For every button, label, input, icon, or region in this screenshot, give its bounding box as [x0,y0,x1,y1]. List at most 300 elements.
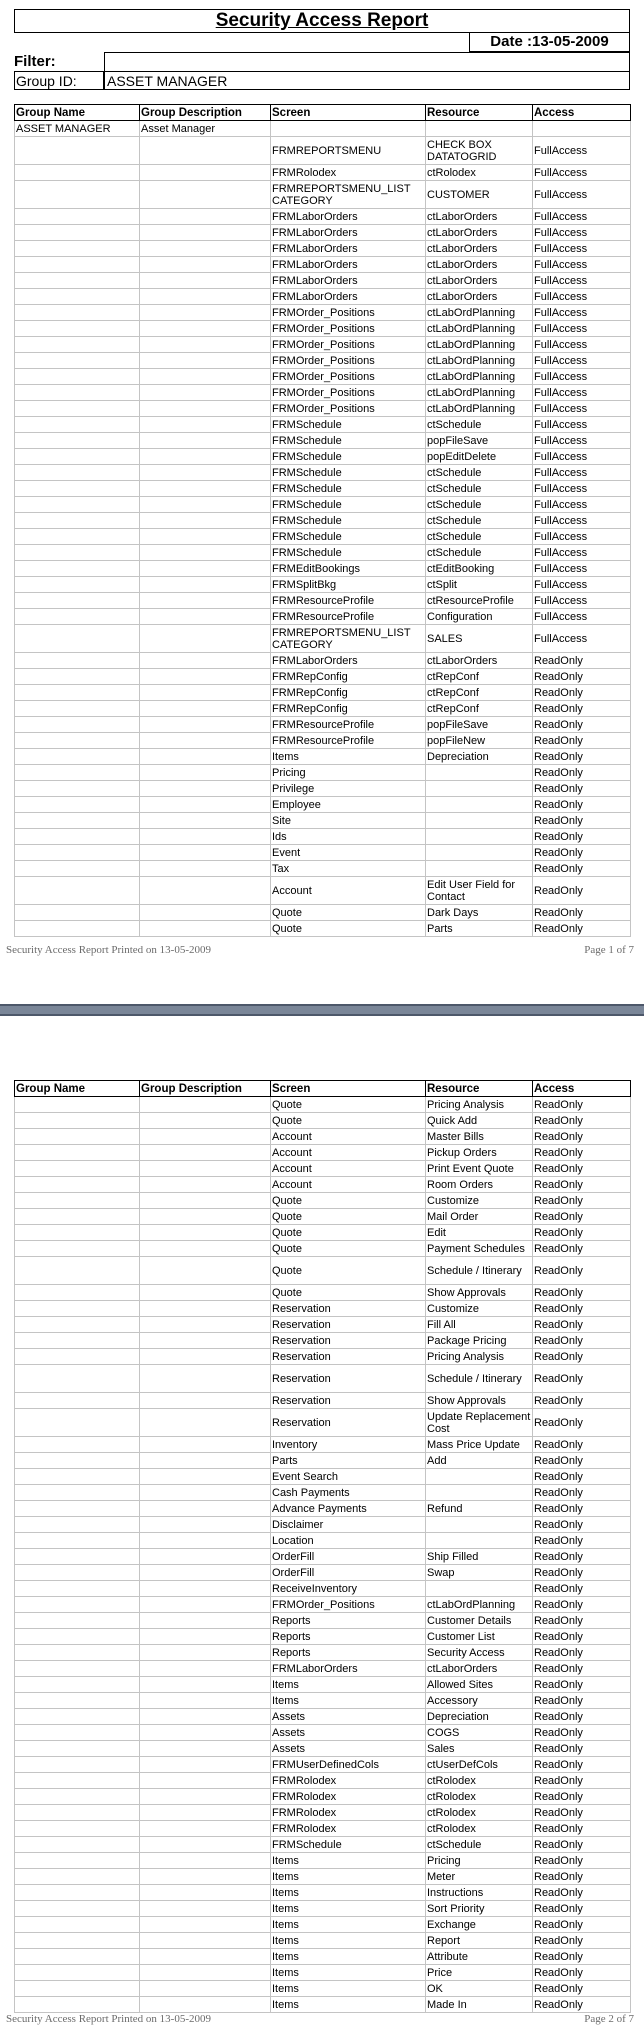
cell-group-name [15,861,140,877]
cell-resource [426,829,533,845]
cell-access: ReadOnly [533,1789,631,1805]
table-row [15,465,631,481]
cell-resource: Accessory [426,1693,533,1709]
cell-screen: Reservation [271,1333,426,1349]
cell-group-description [140,829,271,845]
cell-access: ReadOnly [533,1517,631,1533]
cell-access: ReadOnly [533,1145,631,1161]
cell-access: ReadOnly [533,749,631,765]
table-row [15,1933,631,1949]
table-row [15,385,631,401]
table-row [15,481,631,497]
cell-group-name [15,905,140,921]
column-header-access: Access [533,1081,631,1097]
cell-group-description [140,385,271,401]
cell-resource: ctSplit [426,577,533,593]
cell-resource: Made In [426,1997,533,2013]
cell-screen: FRMSchedule [271,465,426,481]
cell-group-name [15,209,140,225]
cell-screen: Inventory [271,1437,426,1453]
cell-access: ReadOnly [533,1661,631,1677]
cell-group-description [140,781,271,797]
cell-access: ReadOnly [533,1549,631,1565]
page-separator [0,1004,644,1016]
table-row [15,1393,631,1409]
cell-access: FullAccess [533,465,631,481]
cell-group-name [15,1581,140,1597]
report-page-1 [0,0,644,1004]
cell-access: ReadOnly [533,1805,631,1821]
cell-resource: Meter [426,1869,533,1885]
cell-resource [426,813,533,829]
cell-group-description [140,1709,271,1725]
cell-access: FullAccess [533,369,631,385]
cell-access: ReadOnly [533,921,631,937]
cell-group-description [140,561,271,577]
cell-resource: popFileNew [426,733,533,749]
cell-access: FullAccess [533,225,631,241]
cell-resource: ctLabOrdPlanning [426,401,533,417]
cell-resource: Ship Filled [426,1549,533,1565]
cell-screen: FRMSchedule [271,1837,426,1853]
cell-screen: FRMLaborOrders [271,241,426,257]
cell-screen: FRMResourceProfile [271,593,426,609]
cell-group-name [15,845,140,861]
column-header-resource: Resource [426,105,533,121]
table-row [15,1129,631,1145]
cell-access: ReadOnly [533,717,631,733]
cell-screen: Reports [271,1613,426,1629]
cell-screen: OrderFill [271,1565,426,1581]
cell-group-name [15,1333,140,1349]
cell-resource: Refund [426,1501,533,1517]
table-row [15,1677,631,1693]
cell-access: ReadOnly [533,1709,631,1725]
cell-group-name [15,1917,140,1933]
cell-access: ReadOnly [533,733,631,749]
cell-access: ReadOnly [533,1885,631,1901]
cell-screen: FRMOrder_Positions [271,337,426,353]
cell-access: ReadOnly [533,765,631,781]
cell-resource [426,1469,533,1485]
cell-access: ReadOnly [533,701,631,717]
cell-access: FullAccess [533,289,631,305]
cell-screen: OrderFill [271,1549,426,1565]
cell-resource: SALES [426,625,533,653]
cell-resource: Report [426,1933,533,1949]
cell-group-description [140,685,271,701]
cell-group-name [15,433,140,449]
cell-resource: ctSchedule [426,497,533,513]
cell-group-name [15,1709,140,1725]
cell-group-description [140,1145,271,1161]
table-row [15,577,631,593]
cell-screen: FRMSchedule [271,417,426,433]
cell-group-description [140,593,271,609]
cell-resource: ctRepConf [426,701,533,717]
cell-group-name [15,797,140,813]
cell-access: ReadOnly [533,1209,631,1225]
cell-group-name [15,1129,140,1145]
cell-group-description [140,1629,271,1645]
cell-group-description [140,273,271,289]
table-row [15,685,631,701]
cell-group-name [15,1821,140,1837]
table-row [15,1917,631,1933]
table-row [15,1965,631,1981]
table-row [15,1349,631,1365]
cell-group-description [140,1917,271,1933]
cell-group-name [15,1965,140,1981]
cell-group-name [15,1257,140,1285]
column-header-group-description: Group Description [140,105,271,121]
cell-group-description [140,653,271,669]
cell-resource: Customize [426,1193,533,1209]
access-table-page-1 [14,104,631,937]
cell-resource: ctRepConf [426,669,533,685]
cell-resource [426,861,533,877]
table-row [15,449,631,465]
table-row [15,609,631,625]
cell-resource: Customize [426,1301,533,1317]
cell-access: ReadOnly [533,1501,631,1517]
cell-group-name [15,1997,140,2013]
cell-group-description [140,1661,271,1677]
cell-access: ReadOnly [533,1613,631,1629]
cell-group-name [15,1837,140,1853]
cell-group-description [140,1177,271,1193]
cell-screen: FRMLaborOrders [271,257,426,273]
cell-screen: FRMLaborOrders [271,289,426,305]
cell-screen: FRMRepConfig [271,685,426,701]
cell-screen: Items [271,1693,426,1709]
cell-screen: Items [271,749,426,765]
cell-access: FullAccess [533,577,631,593]
cell-screen: Items [271,1917,426,1933]
cell-resource: ctLaborOrders [426,257,533,273]
table-row [15,209,631,225]
cell-resource: Sales [426,1741,533,1757]
table-row [15,749,631,765]
cell-access: ReadOnly [533,797,631,813]
cell-group-name [15,1869,140,1885]
cell-group-name [15,225,140,241]
cell-group-description [140,545,271,561]
cell-access: FullAccess [533,529,631,545]
cell-resource: Schedule / Itinerary [426,1257,533,1285]
cell-screen [271,121,426,137]
cell-screen: Quote [271,1257,426,1285]
cell-group-name [15,181,140,209]
cell-group-name [15,1501,140,1517]
cell-group-description [140,1365,271,1393]
cell-resource: ctLabOrdPlanning [426,369,533,385]
column-header-group-name: Group Name [15,1081,140,1097]
cell-screen: Ids [271,829,426,845]
cell-screen: Event [271,845,426,861]
cell-group-name [15,877,140,905]
cell-screen: Items [271,1853,426,1869]
cell-screen: Reports [271,1629,426,1645]
cell-group-description [140,1565,271,1581]
cell-resource [426,781,533,797]
cell-access: ReadOnly [533,1821,631,1837]
cell-resource: Depreciation [426,749,533,765]
cell-access: ReadOnly [533,877,631,905]
cell-screen: FRMRolodex [271,1789,426,1805]
cell-group-description [140,1837,271,1853]
cell-resource: Edit User Field for Contact [426,877,533,905]
cell-group-description [140,1437,271,1453]
cell-group-name [15,481,140,497]
cell-group-name [15,749,140,765]
cell-group-name [15,1393,140,1409]
cell-screen: FRMLaborOrders [271,225,426,241]
cell-access: ReadOnly [533,1901,631,1917]
cell-group-name [15,289,140,305]
table-row [15,545,631,561]
cell-access: FullAccess [533,273,631,289]
table-row [15,1885,631,1901]
cell-group-name [15,165,140,181]
cell-resource [426,765,533,781]
cell-screen: Reservation [271,1409,426,1437]
cell-access: FullAccess [533,353,631,369]
cell-screen: FRMREPORTSMENU_LIST CATEGORY [271,181,426,209]
cell-group-name [15,1757,140,1773]
cell-resource: ctLabOrdPlanning [426,337,533,353]
cell-group-name [15,625,140,653]
cell-screen: Advance Payments [271,1501,426,1517]
cell-access: ReadOnly [533,1193,631,1209]
cell-group-description [140,337,271,353]
cell-screen: Assets [271,1725,426,1741]
table-row [15,1097,631,1113]
cell-group-name [15,1533,140,1549]
table-row [15,561,631,577]
table-row [15,877,631,905]
cell-access: ReadOnly [533,1161,631,1177]
table-row [15,829,631,845]
cell-screen: Disclaimer [271,1517,426,1533]
table-row [15,717,631,733]
cell-access: ReadOnly [533,1597,631,1613]
table-row [15,401,631,417]
cell-access: FullAccess [533,433,631,449]
cell-screen: FRMREPORTSMENU [271,137,426,165]
cell-group-description [140,1349,271,1365]
cell-group-name [15,1645,140,1661]
table-row [15,1285,631,1301]
cell-group-description [140,1113,271,1129]
cell-group-name [15,1517,140,1533]
cell-resource: Show Approvals [426,1285,533,1301]
table-row [15,1113,631,1129]
cell-group-name [15,1885,140,1901]
cell-group-description [140,877,271,905]
cell-screen: FRMSchedule [271,545,426,561]
cell-group-name [15,1981,140,1997]
cell-group-description [140,1581,271,1597]
cell-resource: ctEditBooking [426,561,533,577]
column-header-resource: Resource [426,1081,533,1097]
cell-screen: Quote [271,1209,426,1225]
cell-access: FullAccess [533,401,631,417]
cell-access: ReadOnly [533,1965,631,1981]
cell-screen: Quote [271,921,426,937]
cell-access: ReadOnly [533,1981,631,1997]
table-row [15,1177,631,1193]
cell-group-description [140,749,271,765]
cell-resource: Security Access [426,1645,533,1661]
report-date: Date :13-05-2009 [469,33,630,52]
cell-resource: ctLaborOrders [426,1661,533,1677]
cell-resource: Pricing [426,1853,533,1869]
table-row [15,1565,631,1581]
cell-screen: Site [271,813,426,829]
cell-access: ReadOnly [533,1677,631,1693]
cell-screen: FRMEditBookings [271,561,426,577]
table-row [15,1193,631,1209]
cell-group-name [15,369,140,385]
cell-group-name [15,685,140,701]
table-row [15,1241,631,1257]
cell-access: FullAccess [533,513,631,529]
cell-screen: FRMOrder_Positions [271,401,426,417]
cell-group-name [15,497,140,513]
cell-access: ReadOnly [533,1741,631,1757]
cell-screen: Reservation [271,1365,426,1393]
cell-group-description [140,717,271,733]
cell-resource: Pickup Orders [426,1145,533,1161]
table-row [15,1773,631,1789]
cell-resource: ctSchedule [426,513,533,529]
cell-resource: ctSchedule [426,529,533,545]
cell-screen: FRMResourceProfile [271,733,426,749]
table-row [15,1485,631,1501]
cell-screen: FRMLaborOrders [271,209,426,225]
cell-screen: FRMSchedule [271,449,426,465]
table-row [15,353,631,369]
table-row [15,781,631,797]
cell-group-description [140,1997,271,2013]
cell-access: ReadOnly [533,1629,631,1645]
cell-group-name [15,417,140,433]
cell-access: ReadOnly [533,1533,631,1549]
cell-group-name [15,1437,140,1453]
cell-resource: ctSchedule [426,465,533,481]
cell-access: ReadOnly [533,1393,631,1409]
table-row [15,1789,631,1805]
cell-screen: FRMREPORTSMENU_LIST CATEGORY [271,625,426,653]
cell-group-description [140,701,271,717]
cell-group-description [140,417,271,433]
table-row [15,1225,631,1241]
cell-resource: Customer Details [426,1613,533,1629]
table-row [15,1469,631,1485]
cell-resource [426,1485,533,1501]
cell-access: ReadOnly [533,1773,631,1789]
table-row [15,181,631,209]
cell-group-description [140,797,271,813]
cell-group-name [15,1225,140,1241]
column-header-group-description: Group Description [140,1081,271,1097]
footer-printed-text: Security Access Report Printed on 13-05-2009 [6,2013,211,2025]
cell-screen: FRMRolodex [271,1773,426,1789]
cell-access: FullAccess [533,497,631,513]
cell-resource: popEditDelete [426,449,533,465]
cell-screen: FRMRolodex [271,1821,426,1837]
cell-access: ReadOnly [533,1453,631,1469]
cell-access: ReadOnly [533,1409,631,1437]
cell-group-name [15,669,140,685]
cell-screen: Items [271,1933,426,1949]
cell-access: ReadOnly [533,1241,631,1257]
cell-resource: Room Orders [426,1177,533,1193]
cell-group-name [15,1193,140,1209]
cell-screen: Parts [271,1453,426,1469]
cell-screen: Reservation [271,1349,426,1365]
cell-screen: FRMOrder_Positions [271,1597,426,1613]
cell-access: ReadOnly [533,1837,631,1853]
footer-page-number: Page 1 of 7 [584,944,634,956]
cell-group-name [15,1773,140,1789]
table-row [15,701,631,717]
table-row [15,593,631,609]
cell-access: FullAccess [533,449,631,465]
cell-group-name [15,921,140,937]
cell-access: ReadOnly [533,1645,631,1661]
table-row [15,289,631,305]
cell-group-description [140,1613,271,1629]
cell-group-description [140,1933,271,1949]
cell-resource: Fill All [426,1317,533,1333]
cell-access: ReadOnly [533,1437,631,1453]
column-header-screen: Screen [271,105,426,121]
cell-resource: Mass Price Update [426,1437,533,1453]
cell-access: FullAccess [533,417,631,433]
cell-screen: FRMOrder_Positions [271,305,426,321]
filter-box [104,52,630,71]
cell-group-description [140,1333,271,1349]
table-row [15,241,631,257]
cell-group-description [140,1161,271,1177]
cell-resource: ctRolodex [426,1773,533,1789]
cell-access: ReadOnly [533,1869,631,1885]
table-row [15,1997,631,2013]
cell-group-name [15,1409,140,1437]
footer-printed-text: Security Access Report Printed on 13-05-2009 [6,944,211,956]
table-row [15,1837,631,1853]
cell-resource: Master Bills [426,1129,533,1145]
cell-group-name [15,321,140,337]
cell-resource: ctRepConf [426,685,533,701]
cell-group-name [15,1725,140,1741]
table-body [15,1097,631,2013]
cell-resource: Depreciation [426,1709,533,1725]
cell-screen: Items [271,1965,426,1981]
cell-group-name [15,653,140,669]
cell-group-description [140,1981,271,1997]
cell-group-name [15,353,140,369]
cell-resource: Allowed Sites [426,1677,533,1693]
cell-screen: FRMOrder_Positions [271,321,426,337]
cell-group-description [140,1725,271,1741]
cell-group-name [15,1285,140,1301]
cell-resource: Swap [426,1565,533,1581]
cell-access: ReadOnly [533,1725,631,1741]
cell-group-description [140,529,271,545]
